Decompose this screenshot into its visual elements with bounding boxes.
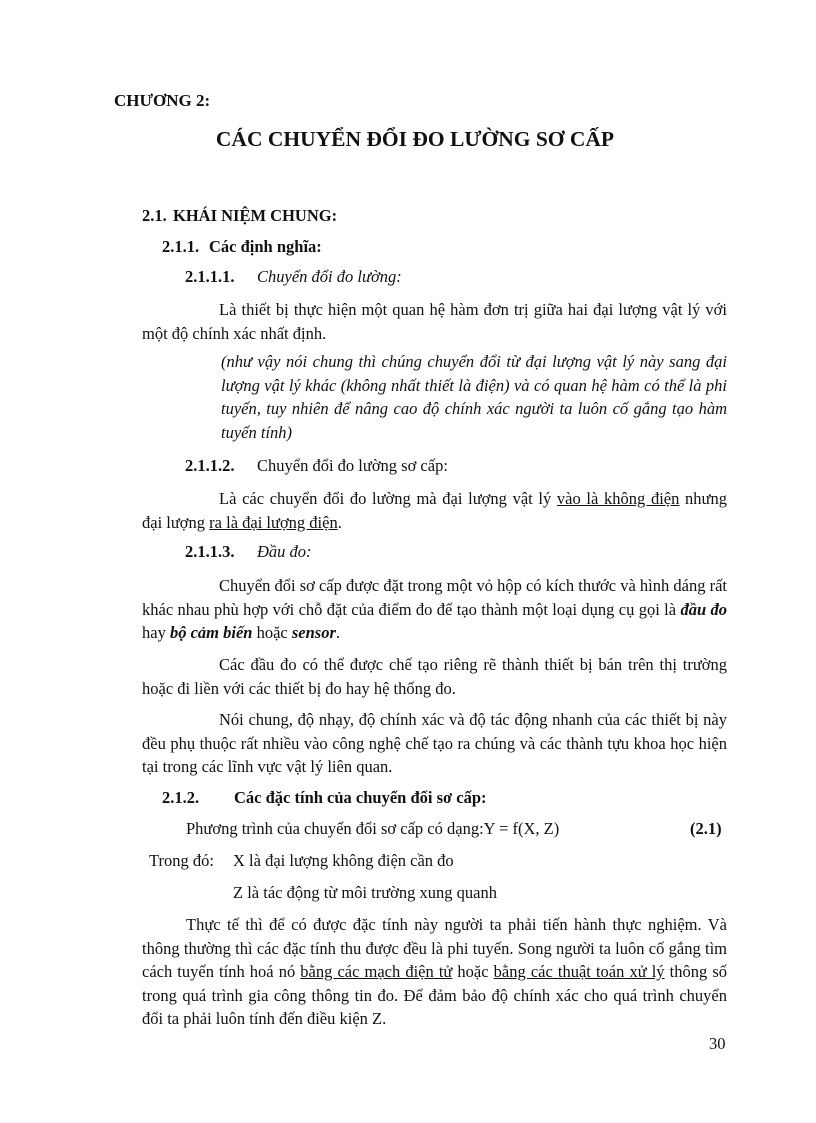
section-2-1-2-number: 2.1.2. [162,788,200,807]
term-sensor: sensor [291,623,336,643]
chapter-label: CHƯƠNG 2: [114,91,211,110]
sensor-text-3: hoặc [252,623,292,643]
char-text-2: hoặc [452,962,494,982]
primary-converter-paragraph [142,487,727,534]
section-2-1-1-2-number: 2.1.1.2. [185,456,235,475]
sensor-text-4: . [335,623,340,643]
term-dau-do: đầu đo [680,599,727,619]
equation-number: (2.1) [690,819,722,838]
char-underline-circuits: bằng các mạch điện tử [300,962,453,982]
section-2-1-number: 2.1. [142,206,167,225]
where-label: Trong đó: [149,851,214,870]
sensor-text-2: hay [142,623,170,643]
characteristics-paragraph [142,913,727,1031]
section-2-1-2-title: Các đặc tính của chuyển đổi sơ cấp: [234,788,487,807]
where-x: X là đại lượng không điện cần đo [233,851,454,870]
pc-text-2: nhưng đại lượng [142,489,727,532]
sensor-paragraph-3: Nói chung, độ nhạy, độ chính xác và độ tác động nhanh của các thiết bị này đều phụ thuộc rất nhiều vào công nghệ chế tạo ra chúng và các thành tựu khoa học hiện tại trong các lĩnh vực vật lý liên quan. [142,710,727,777]
definition-note: (như vậy nói chung thì chúng chuyển đổi từ đại lượng vật lý này sang đại lượng vật lý khác (không nhất thiết là điện) và có quan hệ hàm có thể là phi tuyến, tuy nhiên để nâng cao độ chính xác người ta luôn cố gắng tạo hàm tuyến tính) [221,352,727,442]
char-text-1: Thực tế thì để có được đặc tính này người ta phải tiến hành thực nghiệm. Và thông thường thì các đặc tính thu được đều là phi tuyến. Song người ta luôn cố gắng tìm cách tuyến tính hoá nó [142,915,727,982]
equation-text: Phương trình của chuyển đổi sơ cấp có dạng:Y = f(X, Z) [186,819,560,838]
section-2-1-1-1-number: 2.1.1.1. [185,267,235,286]
pc-text-3: . [337,512,342,532]
char-text-3: thông số trong quá trình gia công thông tin đo. Để đảm bảo độ chính xác cho quá trình chuyển đổi ta phải luôn tính đến điều kiện Z. [142,962,727,1029]
section-2-1-title: KHÁI NIỆM CHUNG: [173,206,338,225]
pc-underline-input: vào là không điện [556,489,680,508]
term-bo-cam-bien: bộ cảm biến [169,623,253,643]
pc-text-1: Là các chuyển đổi đo lường mà đại lượng vật lý [219,489,557,508]
where-z: Z là tác động từ môi trường xung quanh [233,883,497,902]
section-2-1-1-2-title: Chuyển đổi đo lường sơ cấp: [257,456,448,475]
pc-underline-output: ra là đại lượng điện [209,512,338,532]
section-2-1-1-1-title: Chuyển đổi đo lường: [257,267,402,286]
sensor-paragraph-2: Các đầu đo có thể được chế tạo riêng rẽ thành thiết bị bán trên thị trường hoặc đi liền với các thiết bị đo hay hệ thống đo. [142,655,727,698]
section-2-1-1-3-title: Đầu đo: [257,542,312,561]
section-2-1-1-title: Các định nghĩa: [209,237,322,256]
definition-paragraph: Là thiết bị thực hiện một quan hệ hàm đơn trị giữa hai đại lượng vật lý với một độ chính xác nhất định. [142,300,727,343]
page-number: 30 [709,1034,726,1053]
char-underline-algorithms: bằng các thuật toán xử lý [493,962,665,982]
sensor-paragraph-1 [142,574,727,645]
sensor-text-1: Chuyển đổi sơ cấp được đặt trong một vỏ hộp có kích thước và hình dáng rất khác nhau phù hợp với chỗ đặt của điểm đo để tạo thành một loại dụng cụ gọi là [142,576,727,619]
chapter-title: CÁC CHUYỂN ĐỔI ĐO LƯỜNG SƠ CẤP [215,127,615,151]
section-2-1-1-number: 2.1.1. [162,237,200,256]
section-2-1-1-3-number: 2.1.1.3. [185,542,235,561]
